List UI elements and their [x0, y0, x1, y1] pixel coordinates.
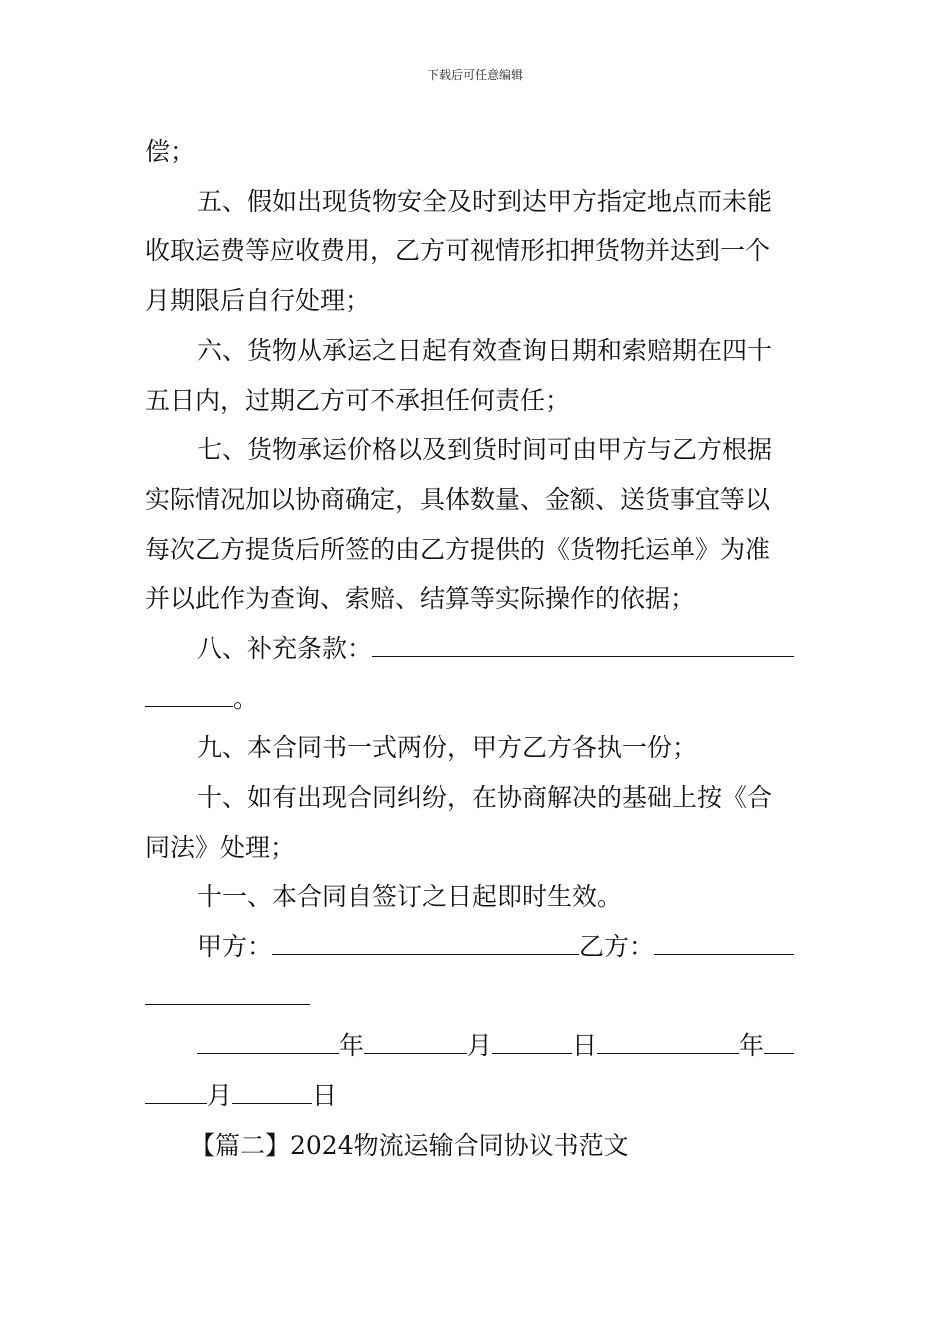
clause-label: 八、补充条款：: [197, 634, 373, 663]
day-blank: [492, 1031, 572, 1054]
party-b-blank-cont: [145, 982, 310, 1005]
paragraph-line: 同法》处理；: [145, 833, 296, 862]
party-b-blank: [654, 932, 794, 955]
month-blank: [364, 1031, 467, 1054]
date-line: [197, 1031, 810, 1061]
paragraph-line: 收取运费等应收费用，乙方可视情形扣押货物并达到一个: [145, 236, 771, 265]
year-blank-2: [597, 1031, 739, 1054]
party-b-label: 乙方：: [579, 932, 655, 961]
signature-line-continued: [145, 982, 810, 1012]
page-header: 下载后可任意编辑: [426, 68, 523, 82]
paragraph-line: 七、货物承运价格以及到货时间可由甲方与乙方根据: [197, 435, 773, 464]
paragraph-line: 十一、本合同自签订之日起即时生效。: [197, 882, 623, 911]
year-blank: [197, 1031, 339, 1054]
paragraph-line: 偿；: [145, 137, 196, 166]
party-a-label: 甲方：: [197, 932, 273, 961]
day-blank-2: [232, 1081, 312, 1104]
paragraph-line: 十、如有出现合同纠纷，在协商解决的基础上按《合: [197, 783, 773, 812]
day-label: 日: [572, 1031, 598, 1060]
paragraph-line: 每次乙方提货后所签的由乙方提供的《货物托运单》为准: [145, 535, 771, 564]
period-mark: 。: [233, 684, 259, 713]
paragraph-line: 九、本合同书一式两份，甲方乙方各执一份；: [197, 733, 698, 762]
day-label-2: 日: [312, 1081, 338, 1110]
year-label: 年: [339, 1031, 365, 1060]
paragraph-line: 月期限后自行处理；: [145, 286, 371, 315]
party-a-blank: [272, 932, 579, 955]
year-label-2: 年: [739, 1031, 765, 1060]
paragraph-line: 五日内，过期乙方可不承担任何责任；: [145, 386, 571, 415]
month-blank-2-cont: [145, 1081, 207, 1104]
signature-line: [197, 932, 810, 962]
supplementary-clause-line: [197, 634, 810, 664]
month-label: 月: [467, 1031, 493, 1060]
paragraph-line: 并以此作为查询、索赔、结算等实际操作的依据；: [145, 584, 696, 613]
paragraph-line: 六、货物从承运之日起有效查询日期和索赔期在四十: [197, 336, 773, 365]
paragraph-line: 实际情况加以协商确定，具体数量、金额、送货事宜等以: [145, 485, 771, 514]
paragraph-line: 五、假如出现货物安全及时到达甲方指定地点而未能: [197, 187, 773, 216]
month-label-2: 月: [207, 1081, 233, 1110]
date-line-continued: [145, 1081, 810, 1111]
supplementary-clause-line: [145, 684, 810, 714]
blank-field: [145, 684, 233, 707]
blank-field: [372, 634, 794, 657]
month-blank-2: [764, 1031, 794, 1054]
section-heading: 【篇二】2024物流运输合同协议书范文: [190, 1131, 629, 1160]
